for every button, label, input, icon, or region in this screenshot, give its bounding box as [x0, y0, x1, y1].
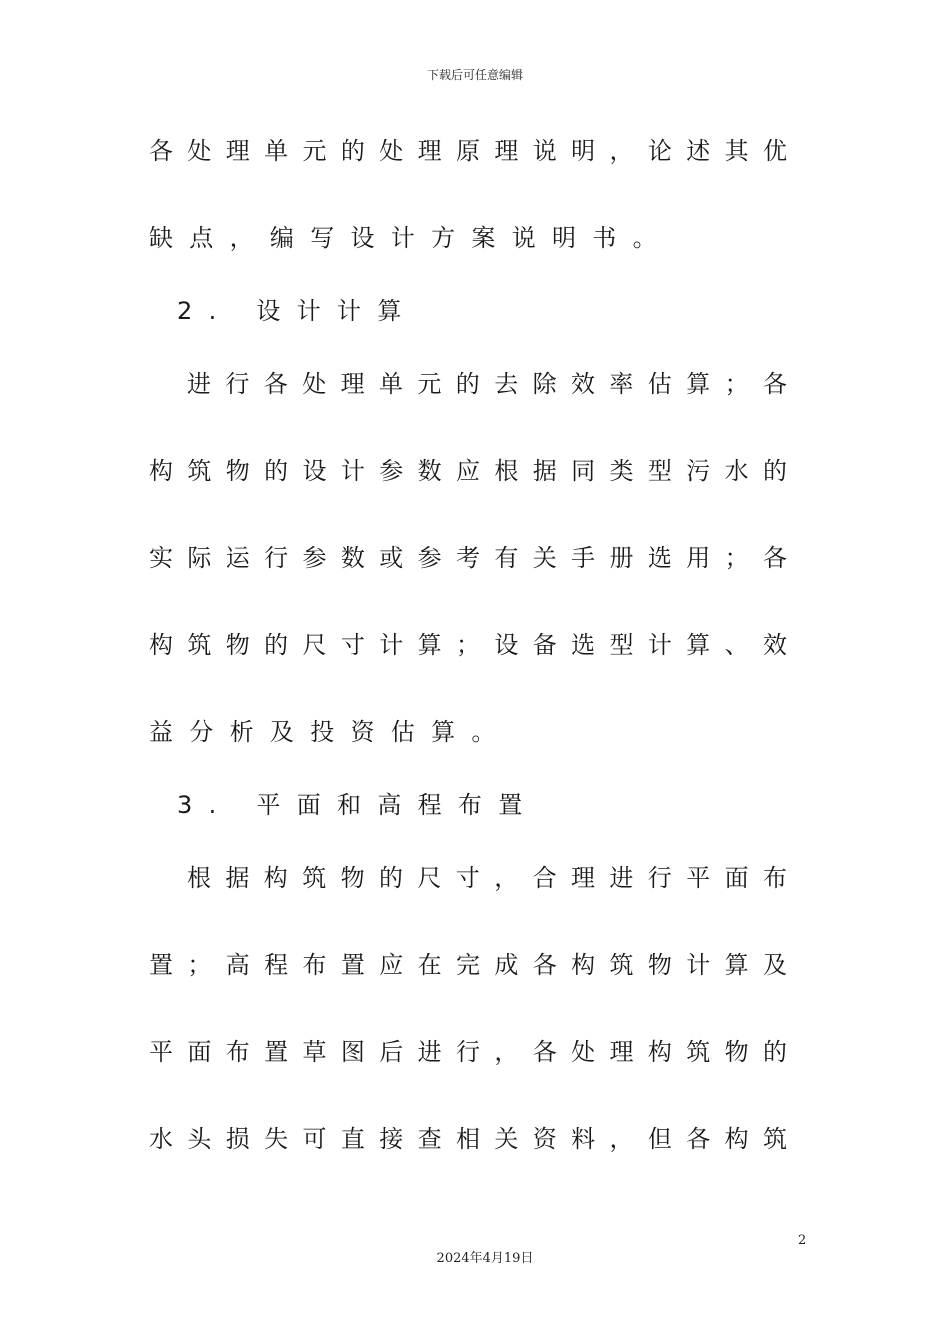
- paragraph-line: 根据构筑物的尺寸，合理进行平面布: [187, 864, 787, 892]
- paragraph-line: 构筑物的尺寸计算；设备选型计算、效: [149, 631, 787, 659]
- paragraph-line: 平面布置草图后进行，各处理构筑物的: [149, 1038, 787, 1066]
- paragraph-line: 实际运行参数或参考有关手册选用；各: [149, 544, 787, 572]
- paragraph-line: 各处理单元的处理原理说明，论述其优: [149, 137, 787, 165]
- paragraph-line: 置；高程布置应在完成各构筑物计算及: [149, 951, 787, 979]
- page-header: 下载后可任意编辑: [426, 68, 523, 82]
- paragraph-line: 水头损失可直接查相关资料，但各构筑: [149, 1125, 787, 1153]
- paragraph-line: 构筑物的设计参数应根据同类型污水的: [149, 457, 787, 485]
- paragraph-line: 益分析及投资估算。: [149, 718, 512, 746]
- footer-date: 2024年4月19日: [436, 1251, 534, 1266]
- paragraph-line: 缺点，编写设计方案说明书。: [149, 224, 673, 252]
- paragraph-line: 进行各处理单元的去除效率估算；各: [187, 370, 787, 398]
- section-heading: 2. 设计计算: [177, 297, 418, 325]
- section-heading: 3. 平面和高程布置: [177, 791, 539, 819]
- page-number: 2: [798, 1233, 807, 1248]
